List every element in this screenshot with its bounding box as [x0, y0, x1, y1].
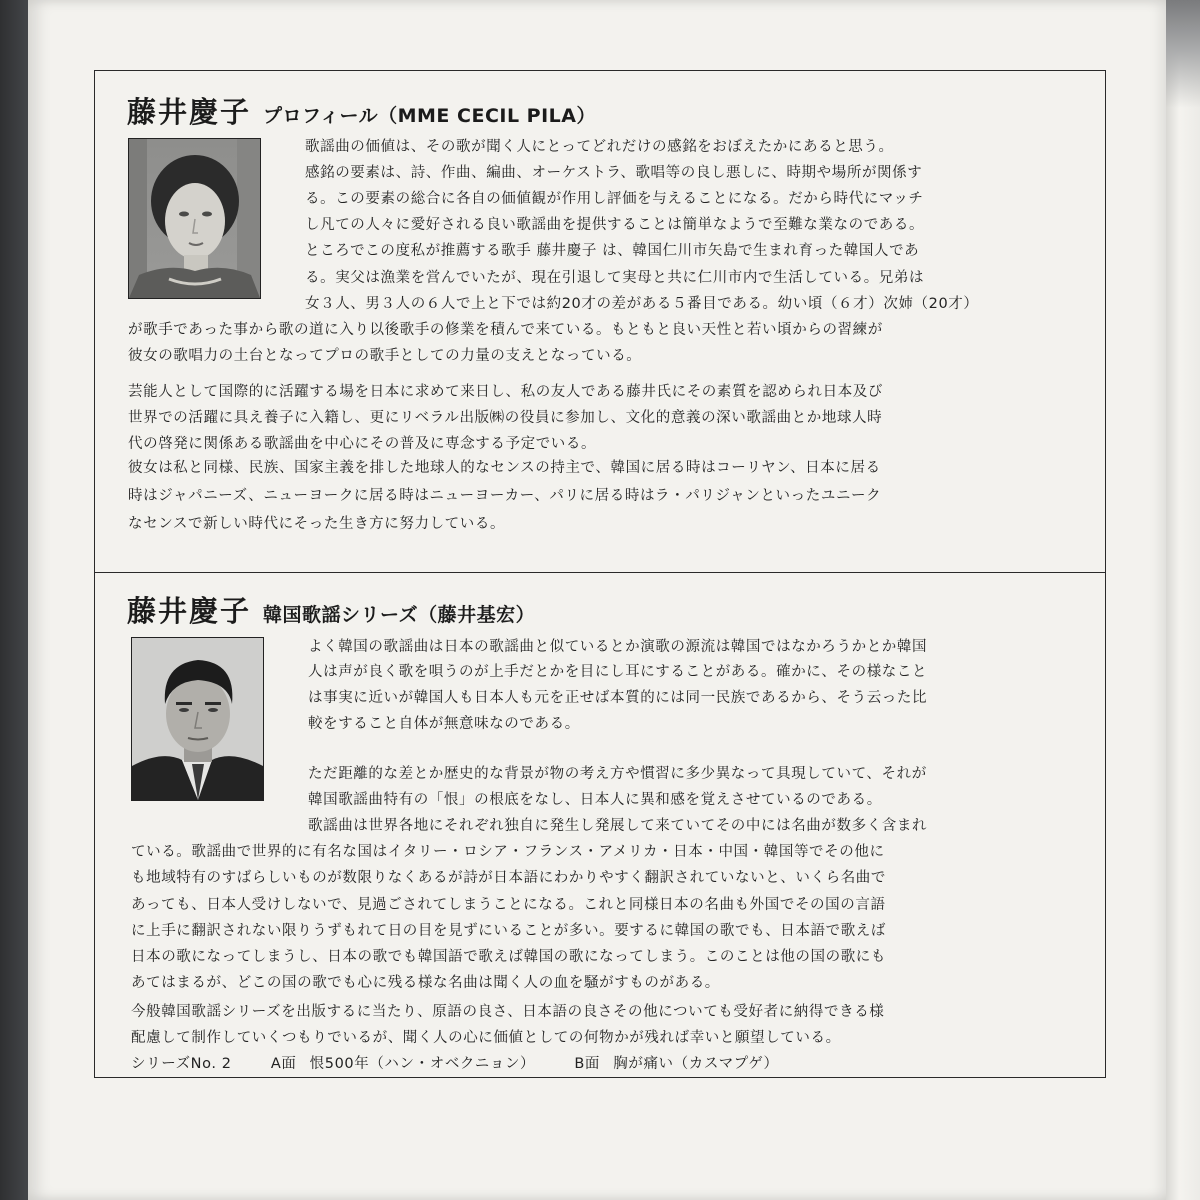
section2-paragraph-line: 較をすること自体が無意味なのである。 [308, 716, 580, 732]
section1-paragraph-line: 彼女の歌唱力の土台となってプロの歌手としての力量の支えとなっている。 [128, 348, 642, 364]
section2-paragraph-line: は事実に近いが韓国人も日本人も元を正せば本質的には同一民族であるから、そう云った比 [308, 690, 928, 706]
section1-name: 藤井慶子 [127, 95, 252, 129]
section2-paragraph-line: も地域特有のすばらしいものが数限りなくあるが詩が日本語にわかりやすく翻訳されていないと、いくら名曲で [131, 870, 886, 886]
section2-paragraph-line: ている。歌謡曲で世界的に有名な国はイタリー・ロシア・フランス・アメリカ・日本・中国・韓国等でその他に [131, 844, 885, 860]
section1-paragraph-line: る。この要素の総合に各自の価値観が作用し評価を与えることになる。だから時代にマッチ [305, 191, 924, 207]
series-info [131, 1052, 779, 1073]
section1-subtitle: プロフィール（MME CECIL PILA） [263, 105, 596, 127]
page-right-edge [1166, 0, 1200, 1200]
series-number: シリーズNo. 2 [131, 1056, 232, 1072]
section1-paragraph-line: し凡ての人々に愛好される良い歌謡曲を提供することは簡単なようで至難な業なのである。 [305, 217, 925, 233]
section2-paragraph-line: あっても、日本人受けしないで、見過ごされてしまうことになる。これと同様日本の名曲も外国でその国の言語 [131, 897, 886, 913]
section1-paragraph-line: 歌謡曲の価値は、その歌が聞く人にとってどれだけの感銘をおぼえたかにあると思う。 [305, 139, 894, 155]
section2-paragraph-line: 今般韓国歌謡シリーズを出版するに当たり、原語の良さ、日本語の良さその他についても受好者に納得できる様 [131, 1004, 885, 1020]
section1-paragraph-line: る。実父は漁業を営んでいたが、現在引退して実母と共に仁川市内で生活している。兄弟は [305, 270, 925, 286]
side-a-title: 恨500年（ハン・オベクニョン） [309, 1056, 536, 1072]
portrait-photo-woman [128, 138, 261, 299]
section2-name: 藤井慶子 [127, 594, 252, 628]
section1-paragraph-line: ところでこの度私が推薦する歌手 藤井慶子 は、韓国仁川市矢島で生まれ育った韓国人であ [305, 243, 920, 259]
section2-paragraph-line: よく韓国の歌謡曲は日本の歌謡曲と似ているとか演歌の源流は韓国ではなかろうかとか韓国 [308, 639, 928, 655]
section2-subtitle: 韓国歌謡シリーズ（藤井基宏） [263, 604, 536, 626]
section1-paragraph-line: 世界での活躍に具え養子に入籍し、更にリベラル出版㈱の役員に参加し、文化的意義の深い歌謡曲とか地球人時 [128, 410, 883, 426]
side-b-label: B面 [574, 1056, 601, 1072]
section1-paragraph-line: 時はジャパニーズ、ニューヨークに居る時はニューヨーカー、パリに居る時はラ・パリジャンといったユニーク [128, 488, 882, 504]
section1-paragraph-line: 女３人、男３人の６人で上と下では約20才の差がある５番目である。幼い頃（６才）次姉（20才） [305, 296, 979, 312]
section2-paragraph-line: あてはまるが、どこの国の歌でも心に残る様な名曲は聞く人の血を騒がすものがある。 [131, 975, 720, 991]
side-b-title: 胸が痛い（カスマプゲ） [613, 1056, 779, 1072]
section2-paragraph-line: 配慮して制作していくつもりでいるが、聞く人の心に価値としての何物かが残れば幸いと願望している。 [131, 1030, 841, 1046]
section1-paragraph-line: 彼女は私と同様、民族、国家主義を排した地球人的なセンスの持主で、韓国に居る時はコーリヤン、日本に居る [128, 460, 881, 476]
background-edge [0, 0, 30, 1200]
section2-paragraph-line: ただ距離的な差とか歴史的な背景が物の考え方や慣習に多少異なって具現していて、それが [308, 766, 927, 782]
section2-paragraph-line: 韓国歌謡曲特有の「恨」の根底をなし、日本人に異和感を覚えさせているのである。 [308, 792, 882, 808]
section1-paragraph-line: 代の啓発に関係ある歌謡曲を中心にその普及に専念する予定でいる。 [128, 436, 597, 452]
section1-paragraph-line: なセンスで新しい時代にそった生き方に努力している。 [128, 516, 506, 532]
section1-paragraph-line: が歌手であった事から歌の道に入り以後歌手の修業を積んで来ている。もともと良い天性と若い頃からの習練が [128, 322, 883, 338]
section2-paragraph-line: 人は声が良く歌を唄うのが上手だとかを目にし耳にすることがある。確かに、その様なこと [308, 664, 928, 680]
section2-paragraph-line: 日本の歌になってしまうし、日本の歌でも韓国語で歌えば韓国の歌になってしまう。このことは他の国の歌にも [131, 949, 886, 965]
portrait-photo-man [131, 637, 264, 801]
section1-paragraph-line: 感銘の要素は、詩、作曲、編曲、オーケストラ、歌唱等の良し悪しに、時期や場所が関係す [305, 165, 923, 181]
section-divider [94, 572, 1106, 573]
section1-heading [127, 90, 596, 131]
section2-paragraph-line: に上手に翻訳されない限りうずもれて日の目を見ずにいることが多い。要するに韓国の歌でも、日本語で歌えば [131, 923, 886, 939]
section1-paragraph-line: 芸能人として国際的に活躍する場を日本に求めて来日し、私の友人である藤井氏にその素質を認められ日本及び [128, 384, 883, 400]
side-a-label: A面 [270, 1056, 297, 1072]
section2-heading [127, 589, 535, 630]
section2-paragraph-line: 歌謡曲は世界各地にそれぞれ独自に発生し発展して来ていてその中には名曲が数多く含まれ [308, 818, 928, 834]
